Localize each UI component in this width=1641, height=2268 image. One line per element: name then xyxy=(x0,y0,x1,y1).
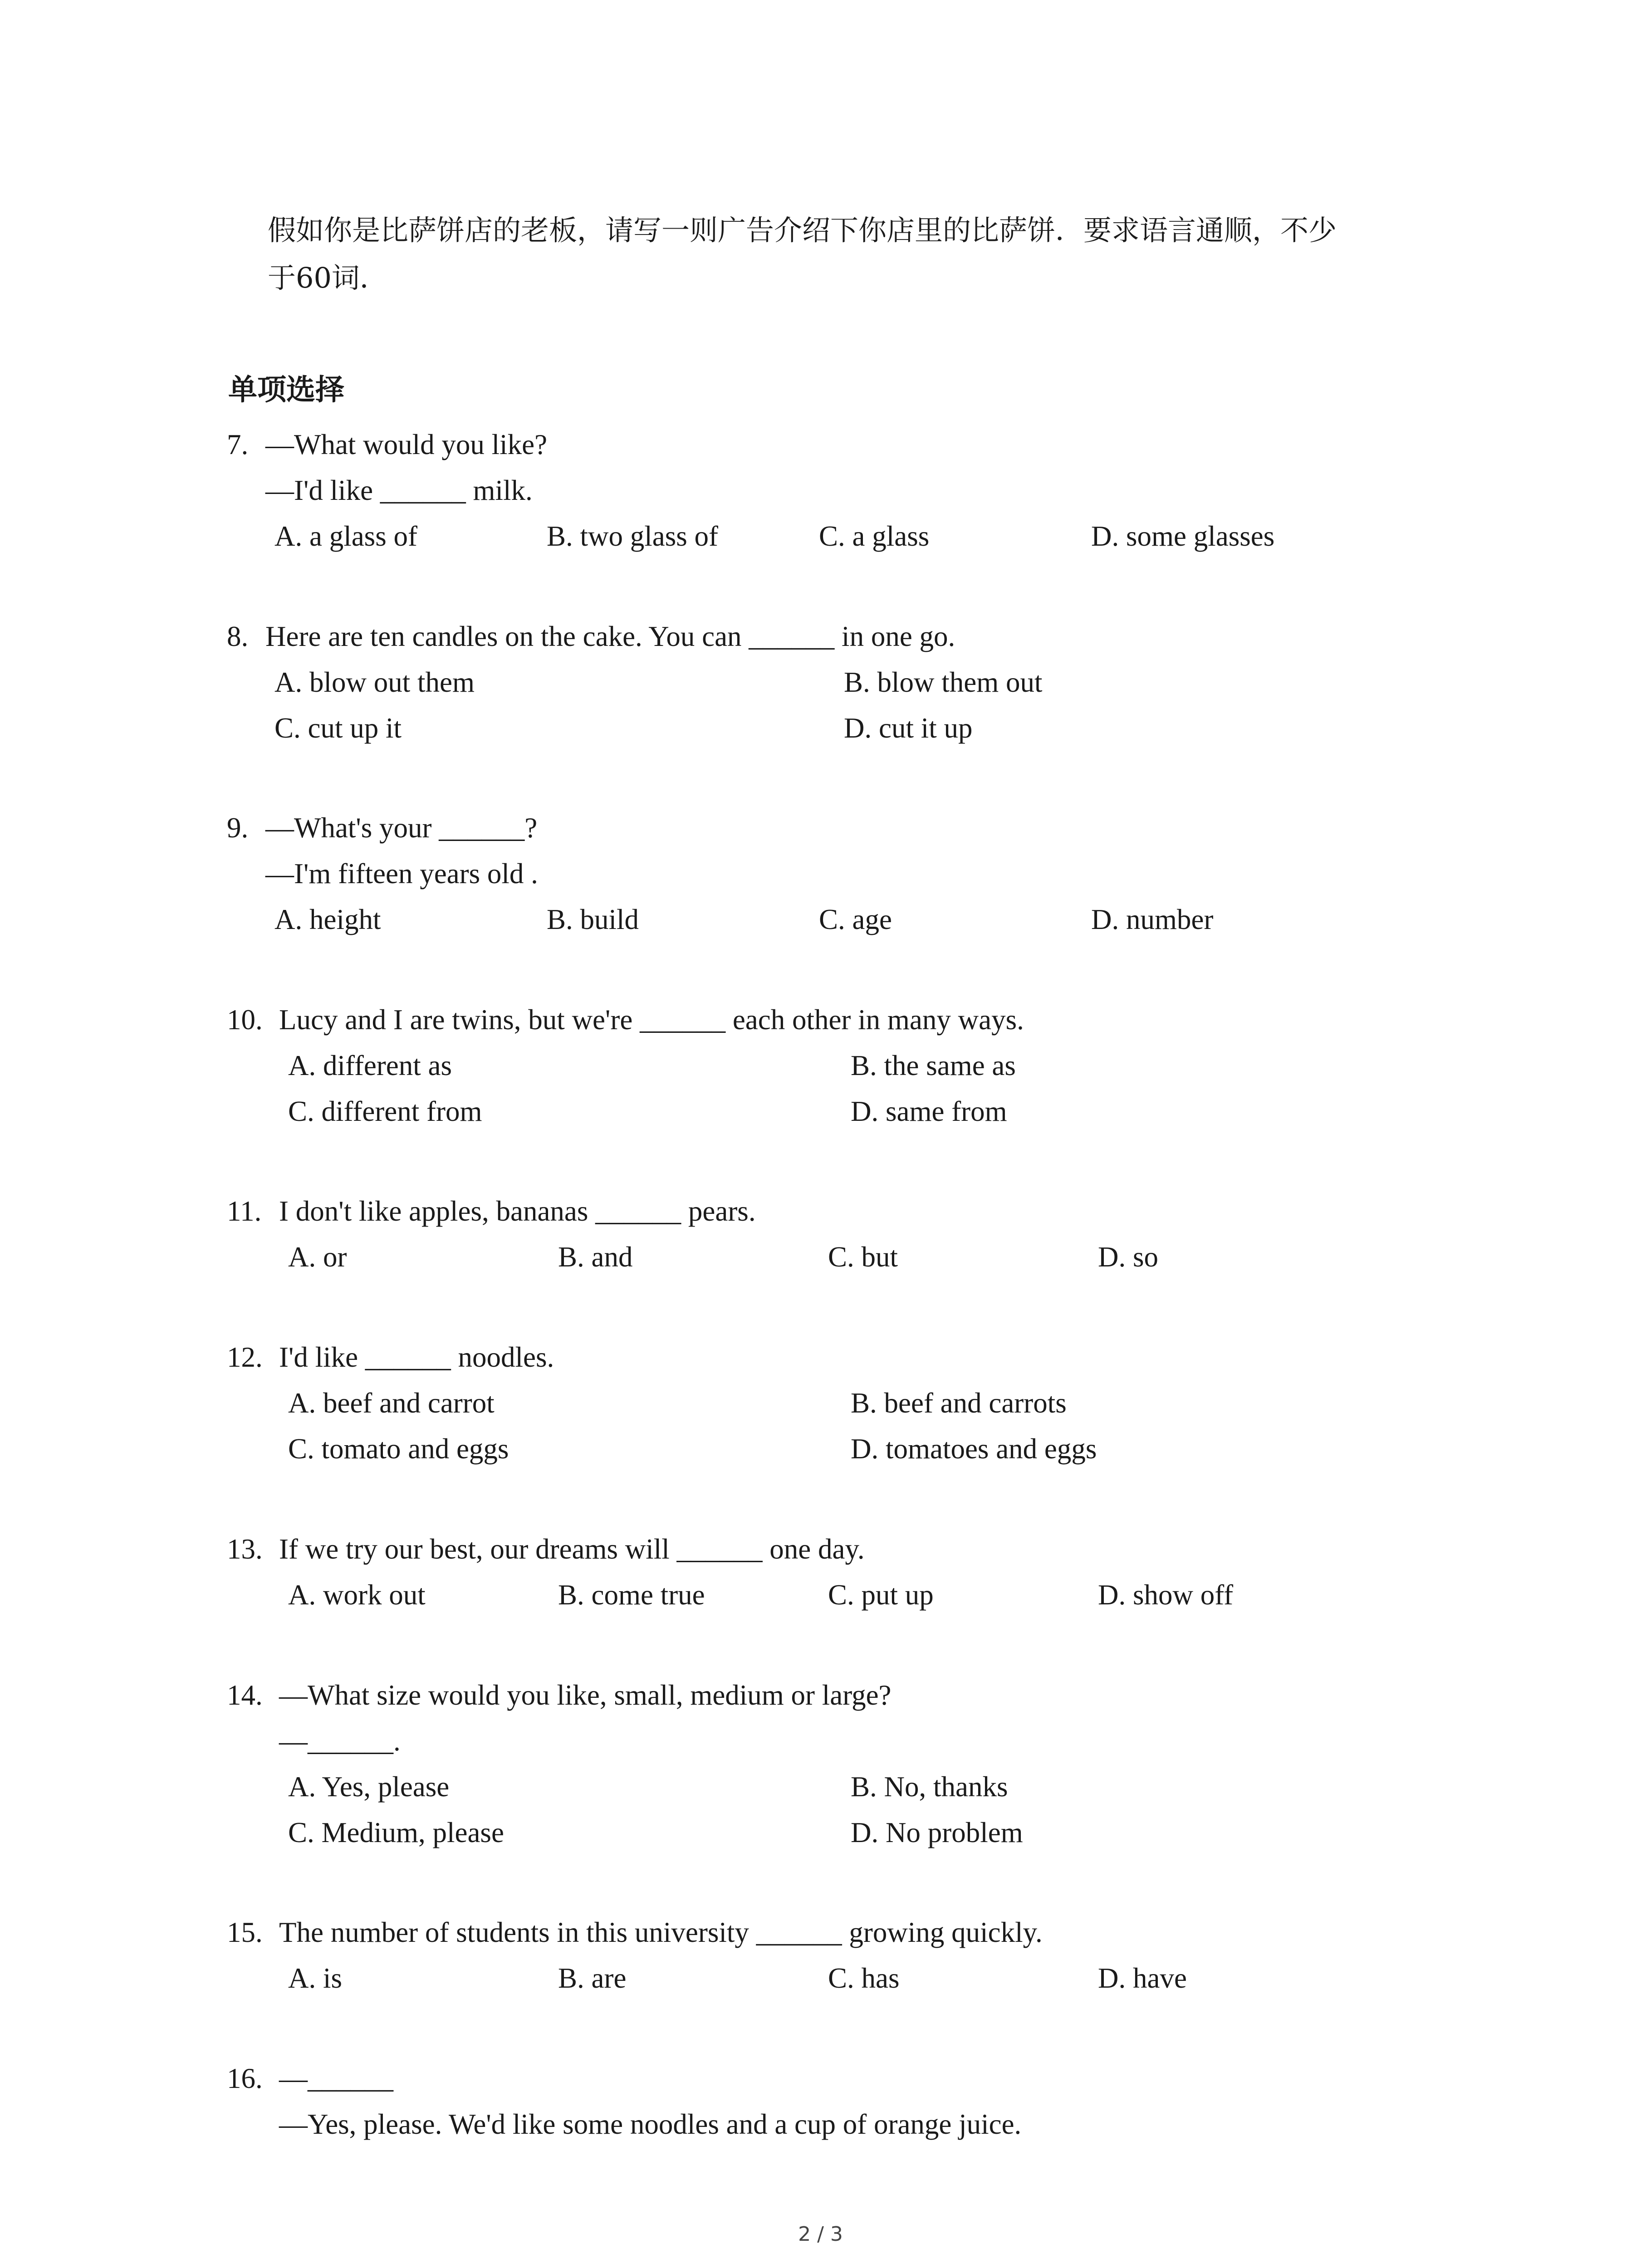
question-line: I'd like ______ noodles. xyxy=(279,1341,554,1373)
option-d: D. cut it up xyxy=(844,712,973,744)
option-c: C. cut up it xyxy=(274,712,402,744)
option-d: D. have xyxy=(1098,1962,1187,1994)
question-number: 13. xyxy=(227,1533,263,1565)
option-d: D. No problem xyxy=(851,1817,1023,1848)
question-line: Here are ten candles on the cake. You can ______ in one go. xyxy=(265,621,955,652)
option-a: A. Yes, please xyxy=(288,1771,450,1803)
question-number: 7. xyxy=(227,429,249,460)
question-number: 14. xyxy=(227,1679,263,1711)
option-d: D. some glasses xyxy=(1091,520,1275,552)
option-a: A. a glass of xyxy=(274,520,417,552)
question-number: 12. xyxy=(227,1341,263,1373)
writing-prompt-line-1: 假如你是比萨饼店的老板，请写一则广告介绍下你店里的比萨饼．要求语言通顺，不少 xyxy=(268,214,1337,247)
question-number: 9. xyxy=(227,812,249,844)
question-line: —______ xyxy=(279,2063,393,2094)
question-line: —What's your ______? xyxy=(265,812,538,844)
question-line: I don't like apples, bananas ______ pears. xyxy=(279,1195,756,1227)
question-line: —I'm fifteen years old . xyxy=(265,858,538,890)
section-title: 单项选择 xyxy=(228,373,344,407)
option-b: B. and xyxy=(558,1241,633,1273)
option-d: D. number xyxy=(1091,904,1214,935)
option-a: A. different as xyxy=(288,1050,452,1081)
option-c: C. age xyxy=(819,904,892,935)
question-number: 8. xyxy=(227,621,249,652)
option-d: D. same from xyxy=(851,1095,1007,1127)
question-number: 15. xyxy=(227,1916,263,1948)
question-line: If we try our best, our dreams will ______ one day. xyxy=(279,1533,865,1565)
question-line: —What would you like? xyxy=(265,429,548,460)
option-c: C. different from xyxy=(288,1095,482,1127)
option-c: C. but xyxy=(828,1241,898,1273)
question-number: 10. xyxy=(227,1004,263,1036)
option-a: A. or xyxy=(288,1241,347,1273)
option-d: D. show off xyxy=(1098,1579,1234,1611)
page-number: 2 / 3 xyxy=(798,2223,843,2246)
option-d: D. so xyxy=(1098,1241,1159,1273)
question-line: —______. xyxy=(279,1725,401,1757)
option-b: B. two glass of xyxy=(547,520,718,552)
option-c: C. Medium, please xyxy=(288,1817,504,1848)
question-number: 16. xyxy=(227,2063,263,2094)
option-c: C. has xyxy=(828,1962,900,1994)
option-b: B. blow them out xyxy=(844,666,1043,698)
writing-prompt xyxy=(268,206,1447,302)
question-line: —What size would you like, small, medium or large? xyxy=(279,1679,892,1711)
option-a: A. is xyxy=(288,1962,343,1994)
option-c: C. tomato and eggs xyxy=(288,1433,509,1465)
option-b: B. No, thanks xyxy=(851,1771,1008,1803)
option-b: B. build xyxy=(547,904,639,935)
option-a: A. work out xyxy=(288,1579,426,1611)
option-b: B. come true xyxy=(558,1579,705,1611)
question-line: —Yes, please. We'd like some noodles and a cup of orange juice. xyxy=(279,2108,1022,2140)
option-a: A. blow out them xyxy=(274,666,475,698)
option-c: C. a glass xyxy=(819,520,930,552)
question-line: —I'd like ______ milk. xyxy=(265,474,533,506)
option-d: D. tomatoes and eggs xyxy=(851,1433,1097,1465)
option-b: B. the same as xyxy=(851,1050,1016,1081)
question-line: The number of students in this university ______ growing quickly. xyxy=(279,1916,1043,1948)
writing-prompt-line-2: 于60词． xyxy=(268,261,388,294)
option-b: B. beef and carrots xyxy=(851,1387,1067,1419)
question-line: Lucy and I are twins, but we're ______ each other in many ways. xyxy=(279,1004,1024,1036)
option-b: B. are xyxy=(558,1962,627,1994)
option-a: A. height xyxy=(274,904,381,935)
option-c: C. put up xyxy=(828,1579,934,1611)
question-number: 11. xyxy=(227,1195,262,1227)
option-a: A. beef and carrot xyxy=(288,1387,495,1419)
